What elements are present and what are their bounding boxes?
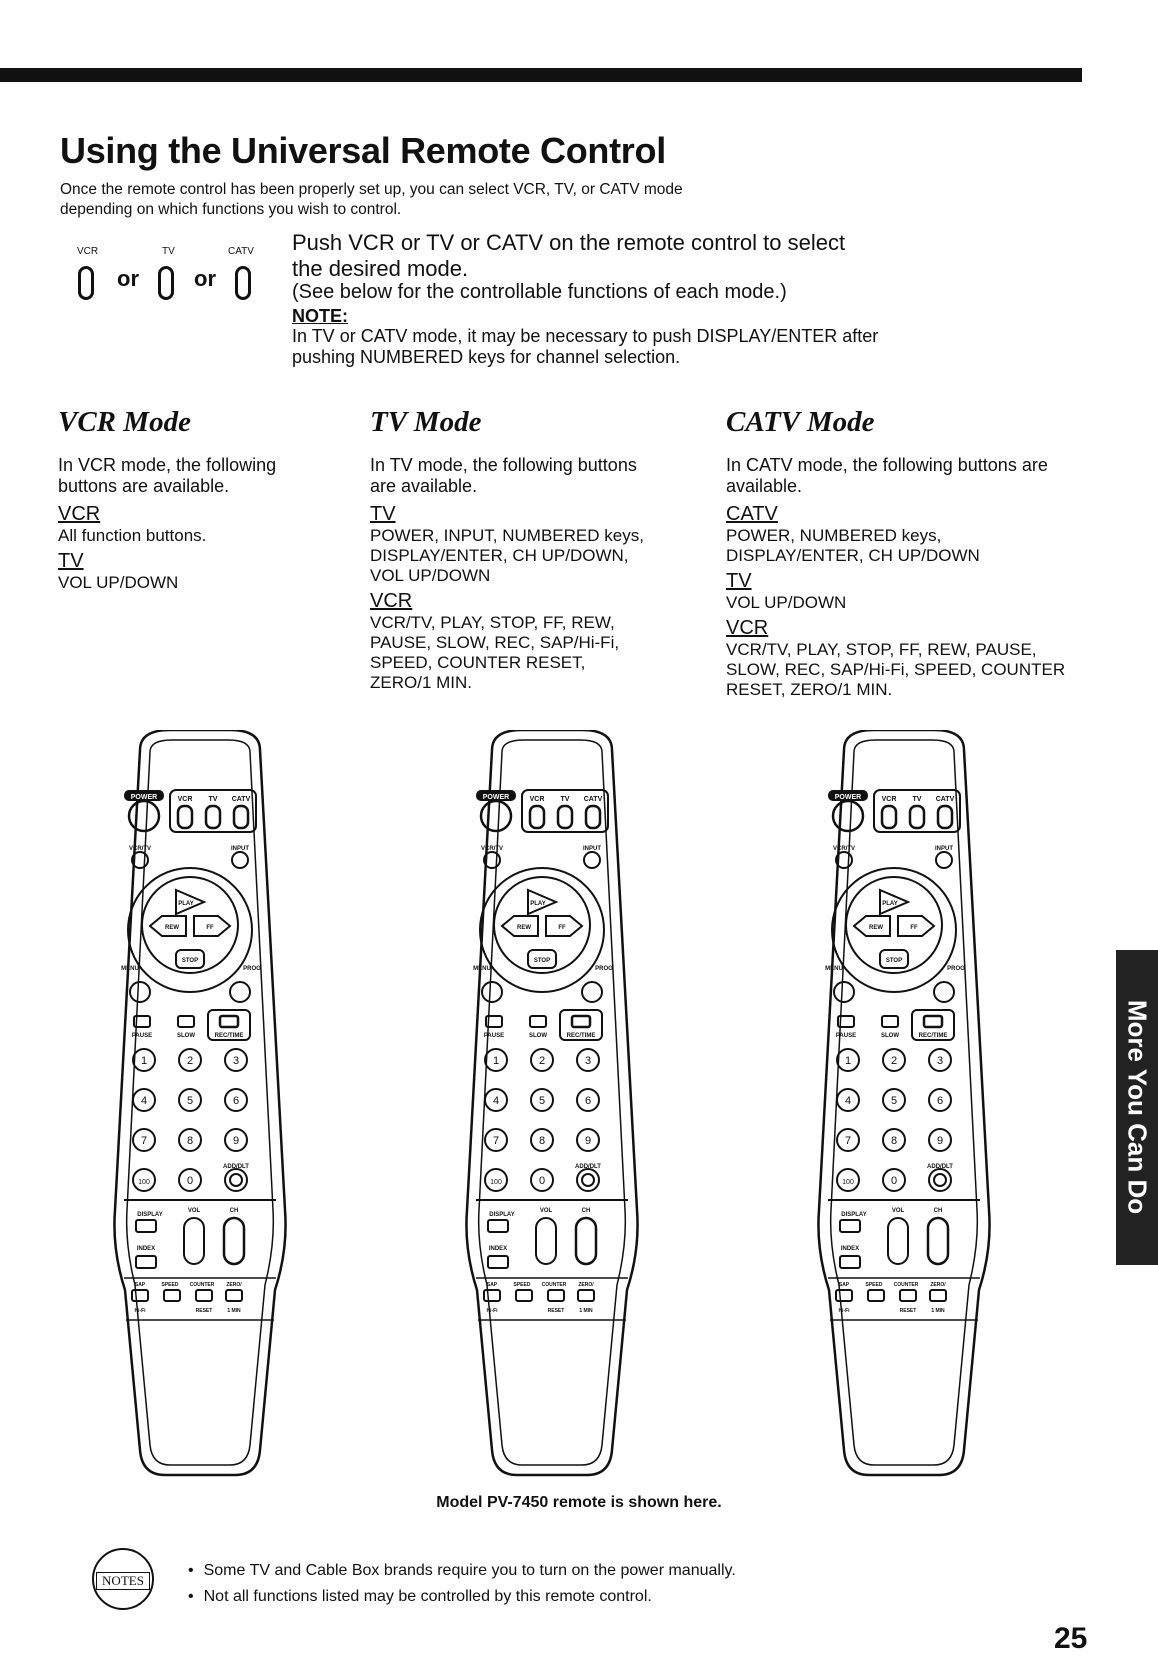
vol-rocker bbox=[888, 1218, 908, 1264]
number-key-label: 4 bbox=[140, 1095, 148, 1107]
intro-text: Once the remote control has been properly set up, you can select VCR, TV, or CATV mode depending on which functions you wish to control. bbox=[60, 181, 683, 218]
number-key-label: 8 bbox=[890, 1135, 898, 1147]
vcrtv-label: VCR/TV bbox=[480, 846, 504, 852]
sap-label: SAP bbox=[838, 1282, 850, 1288]
number-key-label: 7 bbox=[492, 1135, 500, 1147]
slow-label: SLOW bbox=[529, 1033, 547, 1039]
number-key-label: 8 bbox=[186, 1135, 194, 1147]
number-key-label: 1 bbox=[492, 1055, 500, 1067]
tv-label: TV bbox=[162, 246, 175, 257]
tv-mode-column bbox=[370, 406, 650, 697]
pause-label: PAUSE bbox=[835, 1033, 857, 1039]
vcr-mode-label: VCR bbox=[177, 796, 193, 803]
index-button bbox=[840, 1256, 860, 1268]
speed-label: SPEED bbox=[161, 1282, 179, 1288]
number-key-label: 9 bbox=[232, 1135, 240, 1147]
rew-label: REW bbox=[517, 925, 531, 931]
slow-button bbox=[882, 1016, 898, 1027]
add-dlt-inner bbox=[934, 1174, 946, 1186]
slow-label: SLOW bbox=[177, 1033, 195, 1039]
remote-illustration-catv bbox=[814, 730, 994, 1480]
vcr-mode-column bbox=[58, 406, 328, 597]
tv-mode-heading: TV Mode bbox=[370, 406, 482, 438]
sap-label: SAP bbox=[134, 1282, 146, 1288]
hifi-label: Hi-Fi bbox=[486, 1308, 498, 1314]
pause-label: PAUSE bbox=[131, 1033, 153, 1039]
number-key-label: 5 bbox=[538, 1095, 546, 1107]
power-label: POWER bbox=[834, 794, 862, 801]
remote-svg bbox=[814, 730, 994, 1480]
number-key-label: 3 bbox=[584, 1055, 592, 1067]
vcrtv-label: VCR/TV bbox=[832, 846, 856, 852]
tv-mode-label: TV bbox=[560, 796, 570, 803]
min-label: 1 MIN bbox=[227, 1308, 241, 1314]
rec-label: REC/TIME bbox=[918, 1033, 948, 1039]
number-key-label: 6 bbox=[584, 1095, 592, 1107]
sap-button bbox=[484, 1290, 500, 1301]
ch-down-left-button bbox=[482, 982, 502, 1002]
add-dlt-label: ADD/DLT bbox=[927, 1164, 953, 1170]
number-key-label: 0 bbox=[538, 1175, 546, 1187]
group-text: VOL UP/DOWN bbox=[726, 593, 847, 612]
note-heading: NOTE: bbox=[292, 306, 348, 326]
catv-mode-description: In CATV mode, the following buttons are available. bbox=[726, 455, 1048, 496]
input-label: INPUT bbox=[583, 846, 601, 852]
number-key-label: 6 bbox=[232, 1095, 240, 1107]
number-key-label: 9 bbox=[936, 1135, 944, 1147]
slow-label: SLOW bbox=[881, 1033, 899, 1039]
number-key-label: 2 bbox=[538, 1055, 546, 1067]
vol-label: VOL bbox=[891, 1208, 905, 1214]
number-key-label: 0 bbox=[186, 1175, 194, 1187]
ff-label: FF bbox=[910, 925, 918, 931]
power-label: POWER bbox=[130, 794, 158, 801]
catv-mode-button bbox=[234, 806, 248, 828]
section-side-tab bbox=[1116, 950, 1158, 1265]
index-button bbox=[488, 1256, 508, 1268]
slow-button bbox=[530, 1016, 546, 1027]
add-dlt-label: ADD/DLT bbox=[223, 1164, 249, 1170]
vcr-mode-label: VCR bbox=[529, 796, 545, 803]
number-key-label: 100 bbox=[842, 1179, 854, 1186]
vol-label: VOL bbox=[539, 1208, 553, 1214]
counter-reset-button bbox=[548, 1290, 564, 1301]
index-label: INDEX bbox=[488, 1246, 508, 1252]
top-rule bbox=[0, 68, 1082, 82]
ch-down-right-button bbox=[934, 982, 954, 1002]
display-button bbox=[136, 1220, 156, 1232]
rec-button bbox=[572, 1016, 590, 1027]
speed-button bbox=[164, 1290, 180, 1301]
ch-label: CH bbox=[581, 1208, 591, 1214]
index-label: INDEX bbox=[840, 1246, 860, 1252]
power-label: POWER bbox=[482, 794, 510, 801]
mode-buttons-graphic bbox=[60, 230, 280, 320]
page-number: 25 bbox=[1054, 1622, 1088, 1655]
ch-down-left-button bbox=[130, 982, 150, 1002]
catv-key-icon bbox=[235, 266, 251, 300]
rec-button bbox=[924, 1016, 942, 1027]
number-key-label: 2 bbox=[890, 1055, 898, 1067]
ch-down-right-button bbox=[230, 982, 250, 1002]
ch-rocker bbox=[928, 1218, 948, 1264]
catv-label: CATV bbox=[228, 246, 254, 257]
catv-mode-label: CATV bbox=[583, 796, 603, 803]
number-key-label: 1 bbox=[140, 1055, 148, 1067]
note-text: In TV or CATV mode, it may be necessary to push DISPLAY/ENTER after pushing NUMBERED keys for channel selection. bbox=[292, 326, 879, 367]
vcr-key-icon bbox=[78, 266, 94, 300]
rec-label: REC/TIME bbox=[566, 1033, 596, 1039]
remote-illustration-vcr bbox=[110, 730, 290, 1480]
group-label: VCR bbox=[58, 503, 101, 525]
catv-mode-label: CATV bbox=[935, 796, 955, 803]
number-key-label: 4 bbox=[492, 1095, 500, 1107]
counter-label: COUNTER bbox=[893, 1282, 919, 1288]
sap-button bbox=[132, 1290, 148, 1301]
play-label: PLAY bbox=[882, 901, 898, 907]
speed-label: SPEED bbox=[513, 1282, 531, 1288]
sap-label: SAP bbox=[486, 1282, 498, 1288]
catv-mode-label: CATV bbox=[231, 796, 251, 803]
number-key-label: 100 bbox=[490, 1179, 502, 1186]
counter-reset-button bbox=[900, 1290, 916, 1301]
prog-label: PROG bbox=[243, 966, 261, 972]
rec-button bbox=[220, 1016, 238, 1027]
hifi-label: Hi-Fi bbox=[838, 1308, 850, 1314]
note-item: • Some TV and Cable Box brands require you to turn on the power manually. bbox=[188, 1558, 736, 1584]
speed-button bbox=[868, 1290, 884, 1301]
zero-label: ZERO/ bbox=[226, 1282, 242, 1288]
counter-label: COUNTER bbox=[189, 1282, 215, 1288]
vcr-mode-description: In VCR mode, the following buttons are available. bbox=[58, 455, 277, 496]
number-key-label: 1 bbox=[844, 1055, 852, 1067]
page-title: Using the Universal Remote Control bbox=[60, 130, 666, 171]
ch-down-right-button bbox=[582, 982, 602, 1002]
push-instruction: Push VCR or TV or CATV on the remote control to select the desired mode. bbox=[292, 230, 846, 281]
menu-label: MENU bbox=[473, 966, 491, 972]
display-label: DISPLAY bbox=[841, 1212, 867, 1218]
ch-label: CH bbox=[229, 1208, 239, 1214]
group-text: POWER, NUMBERED keys, DISPLAY/ENTER, CH UP/DOWN bbox=[726, 526, 980, 565]
stop-label: STOP bbox=[181, 958, 199, 964]
group-label: TV bbox=[58, 550, 84, 572]
number-key-label: 5 bbox=[890, 1095, 898, 1107]
catv-mode-button bbox=[938, 806, 952, 828]
reset-label: RESET bbox=[547, 1308, 565, 1314]
zero-button bbox=[930, 1290, 946, 1301]
number-key-label: 5 bbox=[186, 1095, 194, 1107]
index-label: INDEX bbox=[136, 1246, 156, 1252]
remote-svg bbox=[110, 730, 290, 1480]
add-dlt-button bbox=[225, 1169, 247, 1191]
display-label: DISPLAY bbox=[489, 1212, 515, 1218]
group-label: TV bbox=[370, 503, 396, 525]
prog-label: PROG bbox=[595, 966, 613, 972]
ch-rocker bbox=[576, 1218, 596, 1264]
rew-label: REW bbox=[869, 925, 883, 931]
counter-label: COUNTER bbox=[541, 1282, 567, 1288]
vol-rocker bbox=[184, 1218, 204, 1264]
hifi-label: Hi-Fi bbox=[134, 1308, 146, 1314]
group-label: CATV bbox=[726, 503, 778, 525]
speed-label: SPEED bbox=[865, 1282, 883, 1288]
tv-mode-label: TV bbox=[208, 796, 218, 803]
notes-badge-label: NOTES bbox=[96, 1572, 150, 1590]
number-key-label: 9 bbox=[584, 1135, 592, 1147]
min-label: 1 MIN bbox=[579, 1308, 593, 1314]
menu-label: MENU bbox=[825, 966, 843, 972]
tv-mode-button bbox=[206, 806, 220, 828]
vol-rocker bbox=[536, 1218, 556, 1264]
vcr-label: VCR bbox=[77, 246, 99, 257]
catv-mode-heading: CATV Mode bbox=[726, 406, 875, 438]
index-button bbox=[136, 1256, 156, 1268]
or-text: or bbox=[194, 266, 216, 291]
tv-mode-button bbox=[558, 806, 572, 828]
vcr-mode-button bbox=[530, 806, 544, 828]
power-button bbox=[481, 801, 511, 831]
zero-label: ZERO/ bbox=[930, 1282, 946, 1288]
display-button bbox=[488, 1220, 508, 1232]
number-key-label: 4 bbox=[844, 1095, 852, 1107]
rec-label: REC/TIME bbox=[214, 1033, 244, 1039]
remote-illustration-tv bbox=[462, 730, 642, 1480]
ff-label: FF bbox=[558, 925, 566, 931]
add-dlt-inner bbox=[582, 1174, 594, 1186]
number-key-label: 7 bbox=[844, 1135, 852, 1147]
slow-button bbox=[178, 1016, 194, 1027]
figure-caption: Model PV-7450 remote is shown here. bbox=[436, 1494, 722, 1511]
reset-label: RESET bbox=[899, 1308, 917, 1314]
zero-label: ZERO/ bbox=[578, 1282, 594, 1288]
add-dlt-button bbox=[929, 1169, 951, 1191]
number-key-label: 7 bbox=[140, 1135, 148, 1147]
pause-label: PAUSE bbox=[483, 1033, 505, 1039]
catv-mode-column bbox=[726, 406, 1076, 704]
add-dlt-label: ADD/DLT bbox=[575, 1164, 601, 1170]
remote-svg bbox=[462, 730, 642, 1480]
stop-label: STOP bbox=[533, 958, 551, 964]
ch-rocker bbox=[224, 1218, 244, 1264]
number-key-label: 100 bbox=[138, 1179, 150, 1186]
play-label: PLAY bbox=[178, 901, 194, 907]
ff-label: FF bbox=[206, 925, 214, 931]
counter-reset-button bbox=[196, 1290, 212, 1301]
prog-label: PROG bbox=[947, 966, 965, 972]
group-label: VCR bbox=[370, 590, 413, 612]
vcr-mode-button bbox=[178, 806, 192, 828]
vcrtv-label: VCR/TV bbox=[128, 846, 152, 852]
input-button bbox=[584, 852, 600, 868]
vcr-mode-heading: VCR Mode bbox=[58, 406, 191, 438]
reset-label: RESET bbox=[195, 1308, 213, 1314]
min-label: 1 MIN bbox=[931, 1308, 945, 1314]
number-key-label: 2 bbox=[186, 1055, 194, 1067]
input-label: INPUT bbox=[935, 846, 953, 852]
ch-label: CH bbox=[933, 1208, 943, 1214]
notes-list bbox=[188, 1558, 736, 1610]
display-button bbox=[840, 1220, 860, 1232]
input-button bbox=[936, 852, 952, 868]
group-text: VCR/TV, PLAY, STOP, FF, REW, PAUSE, SLOW, REC, SAP/Hi-Fi, SPEED, COUNTER RESET, ZERO/1 MIN. bbox=[726, 640, 1066, 699]
notes-badge-icon bbox=[92, 1548, 154, 1610]
note-item: • Not all functions listed may be controlled by this remote control. bbox=[188, 1584, 736, 1610]
group-text: VCR/TV, PLAY, STOP, FF, REW, PAUSE, SLOW, REC, SAP/Hi-Fi, SPEED, COUNTER RESET, ZERO/1 MIN. bbox=[370, 613, 620, 692]
group-label: TV bbox=[726, 570, 752, 592]
power-button bbox=[833, 801, 863, 831]
or-text: or bbox=[117, 266, 139, 291]
number-key-label: 0 bbox=[890, 1175, 898, 1187]
display-label: DISPLAY bbox=[137, 1212, 163, 1218]
group-label: VCR bbox=[726, 617, 769, 639]
add-dlt-button bbox=[577, 1169, 599, 1191]
rew-label: REW bbox=[165, 925, 179, 931]
vcr-mode-button bbox=[882, 806, 896, 828]
input-button bbox=[232, 852, 248, 868]
input-label: INPUT bbox=[231, 846, 249, 852]
zero-button bbox=[578, 1290, 594, 1301]
tv-key-icon bbox=[158, 266, 174, 300]
side-tab-label: More You Can Do bbox=[1122, 999, 1153, 1215]
ch-down-left-button bbox=[834, 982, 854, 1002]
power-button bbox=[129, 801, 159, 831]
group-text: POWER, INPUT, NUMBERED keys, DISPLAY/ENTER, CH UP/DOWN, VOL UP/DOWN bbox=[370, 526, 644, 585]
menu-label: MENU bbox=[121, 966, 139, 972]
catv-mode-button bbox=[586, 806, 600, 828]
tv-mode-label: TV bbox=[912, 796, 922, 803]
add-dlt-inner bbox=[230, 1174, 242, 1186]
vol-label: VOL bbox=[187, 1208, 201, 1214]
group-text: All function buttons. bbox=[58, 526, 207, 545]
number-key-label: 3 bbox=[936, 1055, 944, 1067]
number-key-label: 6 bbox=[936, 1095, 944, 1107]
stop-label: STOP bbox=[885, 958, 903, 964]
push-sub-instruction: (See below for the controllable functions of each mode.) bbox=[292, 281, 787, 303]
tv-mode-description: In TV mode, the following buttons are available. bbox=[370, 455, 637, 496]
zero-button bbox=[226, 1290, 242, 1301]
number-key-label: 8 bbox=[538, 1135, 546, 1147]
group-text: VOL UP/DOWN bbox=[58, 573, 179, 592]
sap-button bbox=[836, 1290, 852, 1301]
speed-button bbox=[516, 1290, 532, 1301]
vcr-mode-label: VCR bbox=[881, 796, 897, 803]
tv-mode-button bbox=[910, 806, 924, 828]
play-label: PLAY bbox=[530, 901, 546, 907]
number-key-label: 3 bbox=[232, 1055, 240, 1067]
